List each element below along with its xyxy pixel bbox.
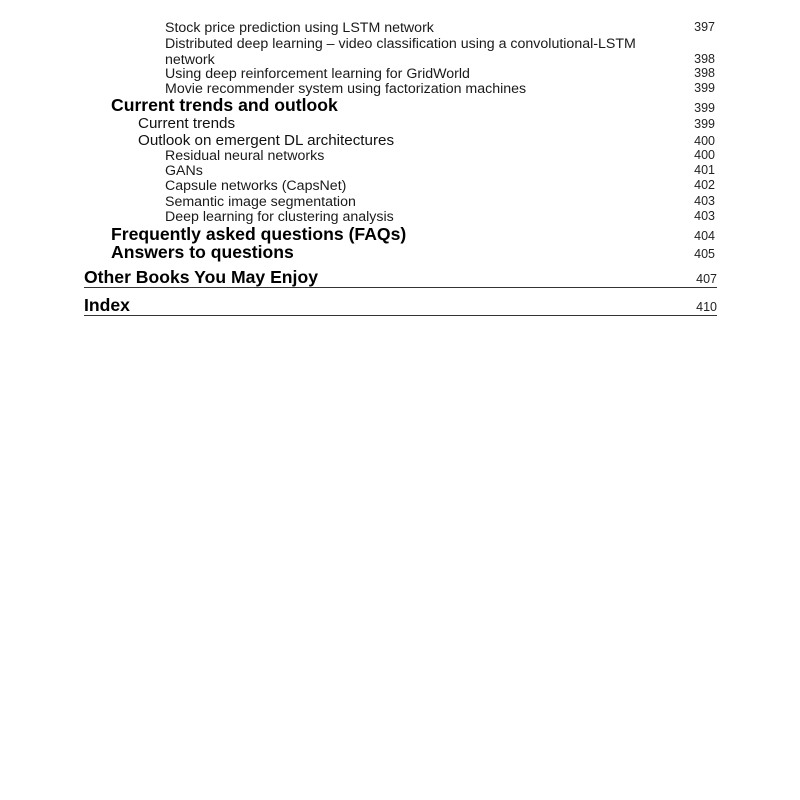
toc-entry[interactable] <box>138 116 715 133</box>
toc-entry-page: 402 <box>694 178 715 192</box>
toc-entry[interactable] <box>165 149 715 165</box>
toc-entry-page: 397 <box>694 20 715 34</box>
toc-entry-page: 403 <box>694 209 715 223</box>
toc-entry-title: Other Books You May Enjoy <box>84 267 318 287</box>
toc-entry-title: Semantic image segmentation <box>165 194 356 210</box>
toc-entry-title: Outlook on emergent DL architectures <box>138 132 395 149</box>
toc-entry-page: 401 <box>694 163 715 177</box>
toc-entry-title: GANs <box>165 163 203 179</box>
toc-entry-title: Current trends and outlook <box>111 95 338 115</box>
toc-section-heading[interactable] <box>111 244 715 264</box>
toc-entry-page: 403 <box>694 194 715 208</box>
toc-entry-page: 399 <box>694 81 715 95</box>
toc-entry-page: 399 <box>694 117 715 131</box>
toc-entry-title: Distributed deep learning – video classification using a convolutional-LSTM <box>165 36 636 52</box>
toc-entry-page: 405 <box>694 247 715 261</box>
toc-entry-page: 399 <box>694 101 715 115</box>
toc-entry-page: 400 <box>694 148 715 162</box>
toc-entry-page: 398 <box>694 66 715 80</box>
toc-entry-title: Stock price prediction using LSTM network <box>165 20 434 36</box>
toc-section-heading[interactable] <box>111 97 715 117</box>
toc-entry-title: Capsule networks (CapsNet) <box>165 178 347 194</box>
toc-chapter-entry[interactable] <box>84 297 717 316</box>
toc-chapter-entry[interactable] <box>84 269 717 288</box>
toc-entry-title: Using deep reinforcement learning for GridWorld <box>165 66 470 82</box>
toc-entry-title: Current trends <box>138 115 236 132</box>
toc-entry-page: 404 <box>694 229 715 243</box>
toc-entry-title: Index <box>84 295 130 315</box>
toc-entry-page: 407 <box>696 272 717 286</box>
toc-entry-title: Deep learning for clustering analysis <box>165 209 394 225</box>
toc-entry-title: Frequently asked questions (FAQs) <box>111 224 407 244</box>
toc-entry-page: 398 <box>694 52 715 66</box>
toc-entry[interactable] <box>165 21 715 37</box>
toc-entry-page: 400 <box>694 134 715 148</box>
toc-entry-title: Movie recommender system using factorization machines <box>165 81 527 97</box>
toc-entry[interactable] <box>165 179 715 195</box>
toc-entry-page: 410 <box>696 300 717 314</box>
toc-entry[interactable] <box>165 37 715 69</box>
toc-entry-title-continued: network <box>165 52 215 68</box>
toc-entry-title: Residual neural networks <box>165 148 325 164</box>
toc-entry-title: Answers to questions <box>111 242 294 262</box>
